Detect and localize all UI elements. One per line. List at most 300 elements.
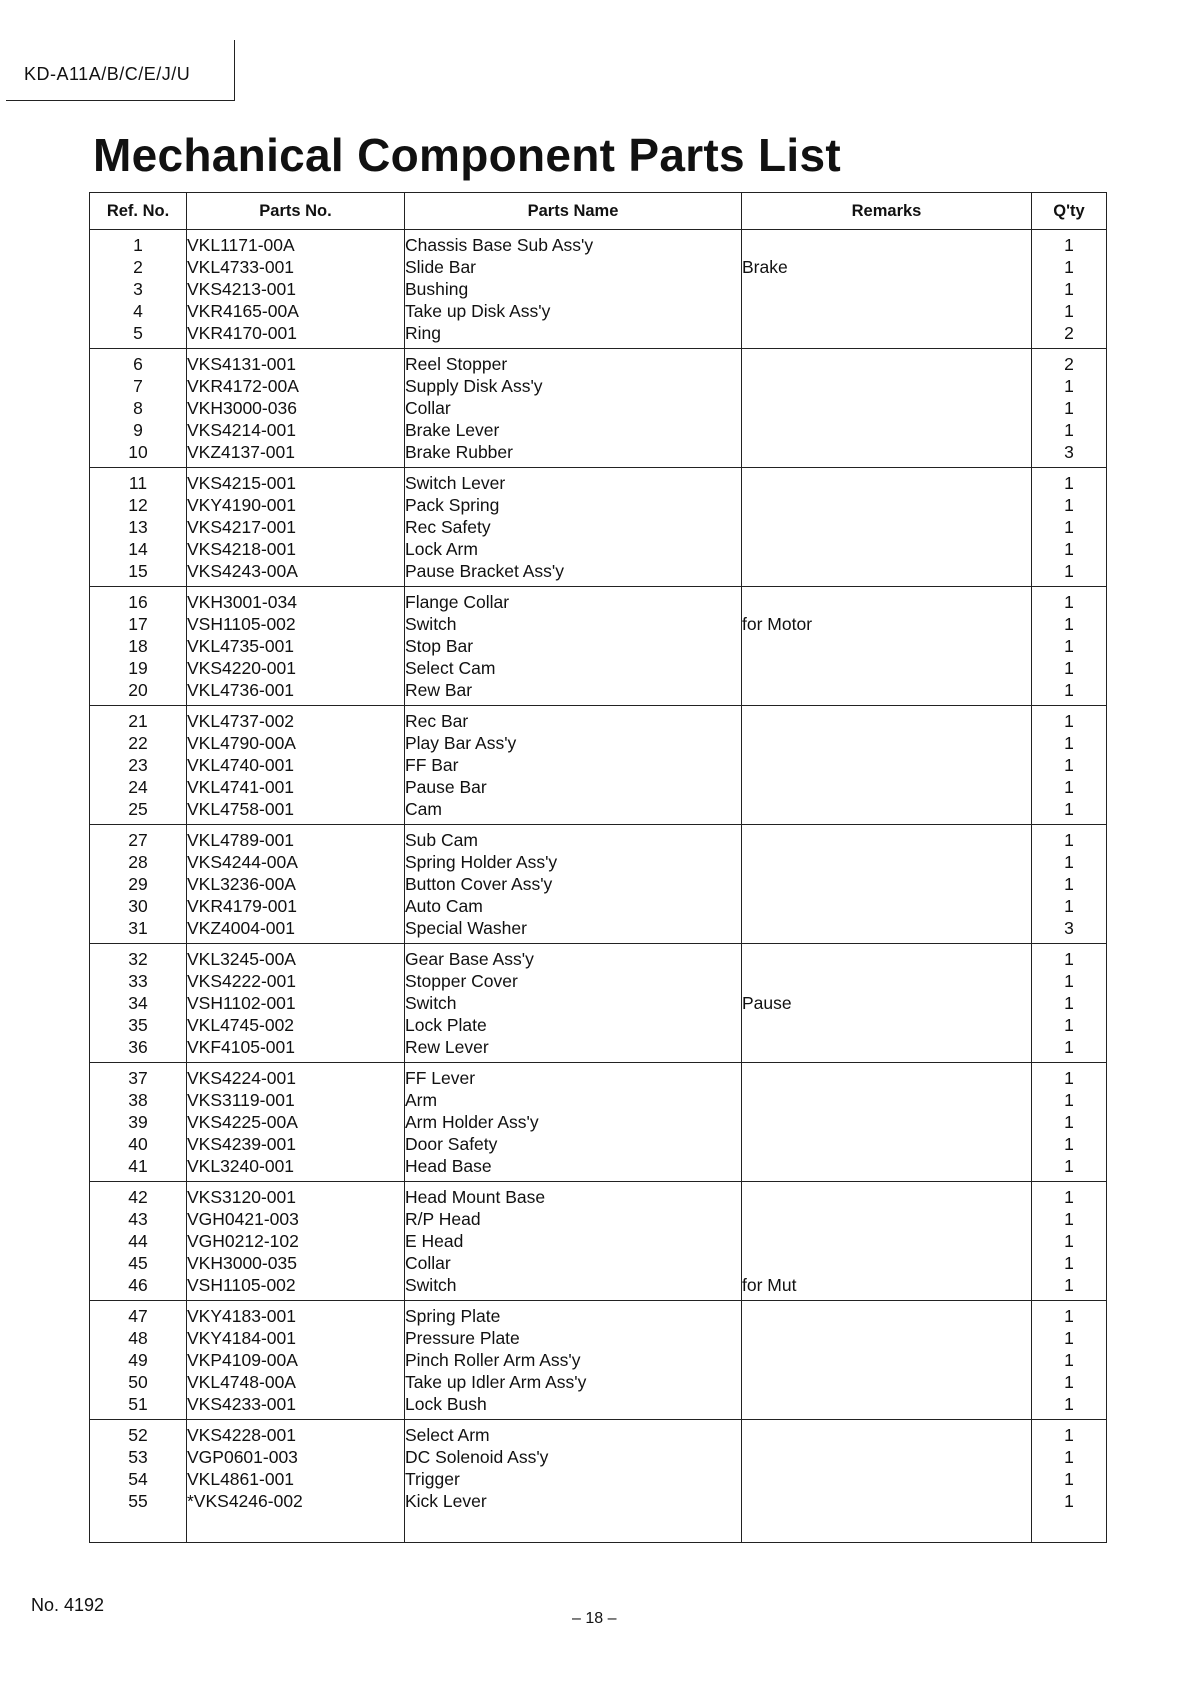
parts-no-cell xyxy=(187,944,405,1063)
remarks-text xyxy=(742,560,1031,582)
parts-no-text: VKR4179-001 xyxy=(187,896,297,916)
parts-name-text: Stopper Cover xyxy=(405,971,518,991)
remarks-text xyxy=(742,494,1031,516)
ref-no-cell xyxy=(90,706,187,825)
remarks-text xyxy=(742,591,1031,613)
parts-name-text: Collar xyxy=(405,1253,451,1273)
parts-name-text: Button Cover Ass'y xyxy=(405,874,553,894)
ref-no-text: 8 xyxy=(133,398,143,418)
parts-no-text: VKS4222-001 xyxy=(187,971,296,991)
parts-name-text: Ring xyxy=(405,323,441,343)
parts-no-text: VKH3000-035 xyxy=(187,1253,297,1273)
ref-no-text: 38 xyxy=(128,1090,148,1110)
ref-no-text: 36 xyxy=(128,1037,148,1057)
qty-text: 1 xyxy=(1064,1328,1074,1348)
table-row xyxy=(90,349,1107,468)
parts-no-cell xyxy=(187,1182,405,1301)
qty-cell xyxy=(1032,706,1107,825)
column-header-parts-name: Parts Name xyxy=(405,193,742,230)
parts-no-text: VGP0601-003 xyxy=(187,1447,298,1467)
remarks-cell xyxy=(742,1182,1032,1301)
parts-name-cell xyxy=(405,706,742,825)
remarks-text xyxy=(742,798,1031,820)
parts-name-text: FF Lever xyxy=(405,1068,476,1088)
ref-no-text: 22 xyxy=(128,733,148,753)
parts-name-text: Kick Lever xyxy=(405,1491,487,1511)
remarks-text xyxy=(742,1208,1031,1230)
parts-no-text: VKS4239-001 xyxy=(187,1134,296,1154)
parts-name-text: Spring Plate xyxy=(405,1306,501,1326)
qty-text: 1 xyxy=(1064,896,1074,916)
qty-text: 1 xyxy=(1064,235,1074,255)
ref-no-text: 40 xyxy=(128,1134,148,1154)
parts-name-text: Head Base xyxy=(405,1156,492,1176)
parts-no-text: VKS4220-001 xyxy=(187,658,296,678)
parts-name-text: E Head xyxy=(405,1231,464,1251)
parts-name-text: Play Bar Ass'y xyxy=(405,733,517,753)
remarks-text xyxy=(742,1393,1031,1415)
parts-no-text: VKZ4137-001 xyxy=(187,442,295,462)
qty-text: 1 xyxy=(1064,1037,1074,1057)
ref-no-text: 29 xyxy=(128,874,148,894)
ref-no-cell xyxy=(90,1182,187,1301)
qty-text: 1 xyxy=(1064,711,1074,731)
qty-text: 1 xyxy=(1064,777,1074,797)
parts-no-cell xyxy=(187,825,405,944)
ref-no-text: 31 xyxy=(128,918,148,938)
parts-name-text: Take up Disk Ass'y xyxy=(405,301,551,321)
ref-no-text: 51 xyxy=(128,1394,148,1414)
ref-no-text: 48 xyxy=(128,1328,148,1348)
column-header-parts-no: Parts No. xyxy=(187,193,405,230)
ref-no-text: 18 xyxy=(128,636,148,656)
remarks-text xyxy=(742,375,1031,397)
parts-name-text: Pack Spring xyxy=(405,495,500,515)
remarks-text xyxy=(742,1111,1031,1133)
parts-name-text: Bushing xyxy=(405,279,469,299)
qty-text: 1 xyxy=(1064,971,1074,991)
remarks-text: Brake xyxy=(742,257,788,277)
parts-name-cell xyxy=(405,1063,742,1182)
document-number: No. 4192 xyxy=(31,1595,105,1615)
qty-text: 2 xyxy=(1064,354,1074,374)
parts-no-cell xyxy=(187,349,405,468)
remarks-text xyxy=(742,895,1031,917)
parts-no-text: VKL4745-002 xyxy=(187,1015,295,1035)
ref-no-text: 13 xyxy=(128,517,148,537)
parts-name-text: Take up Idler Arm Ass'y xyxy=(405,1372,587,1392)
qty-text: 1 xyxy=(1064,257,1074,277)
remarks-text xyxy=(742,1230,1031,1252)
ref-no-text: 11 xyxy=(128,473,148,493)
remarks-text xyxy=(742,1490,1031,1512)
parts-name-text: Rew Bar xyxy=(405,680,473,700)
parts-no-text: VKS4225-00A xyxy=(187,1112,298,1132)
qty-text: 1 xyxy=(1064,1425,1074,1445)
parts-no-text: VKS3120-001 xyxy=(187,1187,296,1207)
remarks-text xyxy=(742,1014,1031,1036)
table-row xyxy=(90,1063,1107,1182)
column-header-ref-no: Ref. No. xyxy=(90,193,187,230)
parts-name-text: Switch Lever xyxy=(405,473,506,493)
parts-no-cell xyxy=(187,1063,405,1182)
ref-no-text: 52 xyxy=(128,1425,148,1445)
parts-name-text: Rew Lever xyxy=(405,1037,489,1057)
parts-name-text: Stop Bar xyxy=(405,636,474,656)
qty-text: 1 xyxy=(1064,1231,1074,1251)
qty-text: 1 xyxy=(1064,874,1074,894)
qty-cell xyxy=(1032,1063,1107,1182)
remarks-text xyxy=(742,732,1031,754)
qty-text: 1 xyxy=(1064,398,1074,418)
qty-text: 1 xyxy=(1064,1350,1074,1370)
qty-text: 1 xyxy=(1064,949,1074,969)
remarks-text xyxy=(742,829,1031,851)
parts-name-text: DC Solenoid Ass'y xyxy=(405,1447,549,1467)
parts-name-cell xyxy=(405,349,742,468)
ref-no-text: 15 xyxy=(128,561,148,581)
qty-text: 1 xyxy=(1064,592,1074,612)
parts-no-text: VKP4109-00A xyxy=(187,1350,298,1370)
remarks-text xyxy=(742,754,1031,776)
table-row xyxy=(90,1420,1107,1543)
parts-name-text: Switch xyxy=(405,614,457,634)
remarks-text xyxy=(742,1446,1031,1468)
remarks-text xyxy=(742,635,1031,657)
remarks-cell xyxy=(742,1063,1032,1182)
parts-no-text: VSH1102-001 xyxy=(187,993,296,1013)
qty-text: 1 xyxy=(1064,755,1074,775)
page-title: Mechanical Component Parts List xyxy=(93,129,841,181)
parts-name-text: Arm xyxy=(405,1090,438,1110)
qty-text: 1 xyxy=(1064,1491,1074,1511)
ref-no-text: 42 xyxy=(128,1187,148,1207)
parts-no-cell xyxy=(187,1301,405,1420)
parts-name-text: Brake Lever xyxy=(405,420,500,440)
ref-no-text: 5 xyxy=(133,323,143,343)
qty-text: 1 xyxy=(1064,1134,1074,1154)
qty-text: 1 xyxy=(1064,733,1074,753)
parts-name-text: Head Mount Base xyxy=(405,1187,546,1207)
parts-no-text: VKL3245-00A xyxy=(187,949,296,969)
parts-name-text: Spring Holder Ass'y xyxy=(405,852,558,872)
remarks-text xyxy=(742,1155,1031,1177)
ref-no-text: 16 xyxy=(128,592,148,612)
remarks-text xyxy=(742,234,1031,256)
qty-text: 1 xyxy=(1064,376,1074,396)
ref-no-cell xyxy=(90,825,187,944)
qty-cell xyxy=(1032,825,1107,944)
parts-no-cell xyxy=(187,468,405,587)
parts-name-text: Trigger xyxy=(405,1469,460,1489)
remarks-text xyxy=(742,1327,1031,1349)
ref-no-text: 45 xyxy=(128,1253,148,1273)
parts-no-text: VKR4165-00A xyxy=(187,301,299,321)
table-header-row xyxy=(90,193,1107,230)
parts-name-text: Collar xyxy=(405,398,451,418)
parts-no-text: VKL3240-001 xyxy=(187,1156,295,1176)
parts-no-text: VKS4244-00A xyxy=(187,852,298,872)
parts-no-text: VKL4748-00A xyxy=(187,1372,296,1392)
ref-no-text: 21 xyxy=(128,711,148,731)
parts-no-text: *VKS4246-002 xyxy=(187,1491,303,1511)
ref-no-text: 14 xyxy=(128,539,148,559)
ref-no-text: 2 xyxy=(133,257,143,277)
ref-no-text: 1 xyxy=(133,235,143,255)
parts-name-text: Select Cam xyxy=(405,658,496,678)
remarks-cell xyxy=(742,944,1032,1063)
parts-no-text: VKL4737-002 xyxy=(187,711,295,731)
parts-name-text: Pause Bar xyxy=(405,777,487,797)
remarks-text xyxy=(742,1067,1031,1089)
parts-no-text: VKS4243-00A xyxy=(187,561,298,581)
ref-no-text: 28 xyxy=(128,852,148,872)
parts-no-text: VKL4789-001 xyxy=(187,830,295,850)
ref-no-text: 27 xyxy=(128,830,148,850)
ref-no-text: 50 xyxy=(128,1372,148,1392)
ref-no-text: 37 xyxy=(128,1068,148,1088)
table-row xyxy=(90,230,1107,349)
parts-name-text: Flange Collar xyxy=(405,592,510,612)
parts-no-text: VKY4184-001 xyxy=(187,1328,296,1348)
ref-no-text: 25 xyxy=(128,799,148,819)
parts-name-text: Sub Cam xyxy=(405,830,478,850)
parts-name-text: Gear Base Ass'y xyxy=(405,949,534,969)
table-row xyxy=(90,825,1107,944)
parts-no-text: VKL4740-001 xyxy=(187,755,295,775)
qty-text: 1 xyxy=(1064,1306,1074,1326)
qty-text: 1 xyxy=(1064,799,1074,819)
qty-text: 1 xyxy=(1064,1372,1074,1392)
qty-text: 1 xyxy=(1064,830,1074,850)
table-row xyxy=(90,706,1107,825)
remarks-text xyxy=(742,516,1031,538)
remarks-cell xyxy=(742,1301,1032,1420)
parts-no-text: VGH0421-003 xyxy=(187,1209,299,1229)
ref-no-text: 44 xyxy=(128,1231,148,1251)
parts-name-cell xyxy=(405,587,742,706)
parts-no-cell xyxy=(187,706,405,825)
parts-name-cell xyxy=(405,1182,742,1301)
ref-no-cell xyxy=(90,468,187,587)
qty-text: 1 xyxy=(1064,301,1074,321)
ref-no-text: 49 xyxy=(128,1350,148,1370)
remarks-text xyxy=(742,1036,1031,1058)
parts-name-text: Cam xyxy=(405,799,442,819)
qty-text: 1 xyxy=(1064,1275,1074,1295)
remarks-text xyxy=(742,1349,1031,1371)
parts-no-text: VKH3000-036 xyxy=(187,398,297,418)
parts-table xyxy=(89,192,1107,1543)
ref-no-text: 47 xyxy=(128,1306,148,1326)
ref-no-text: 32 xyxy=(128,949,148,969)
qty-text: 1 xyxy=(1064,561,1074,581)
parts-no-text: VKL4790-00A xyxy=(187,733,296,753)
parts-no-text: VKF4105-001 xyxy=(187,1037,295,1057)
ref-no-cell xyxy=(90,1420,187,1543)
qty-cell xyxy=(1032,468,1107,587)
ref-no-text: 19 xyxy=(128,658,148,678)
remarks-text: for Mut xyxy=(742,1275,797,1295)
remarks-text: Pause xyxy=(742,993,792,1013)
qty-text: 1 xyxy=(1064,1209,1074,1229)
parts-no-text: VSH1105-002 xyxy=(187,1275,296,1295)
parts-name-text: Chassis Base Sub Ass'y xyxy=(405,235,594,255)
parts-name-text: Pinch Roller Arm Ass'y xyxy=(405,1350,581,1370)
parts-name-cell xyxy=(405,1420,742,1543)
ref-no-text: 20 xyxy=(128,680,148,700)
table-row xyxy=(90,1301,1107,1420)
parts-name-text: Lock Bush xyxy=(405,1394,487,1414)
remarks-text xyxy=(742,1186,1031,1208)
qty-text: 1 xyxy=(1064,658,1074,678)
remarks-text xyxy=(742,917,1031,939)
parts-name-text: Lock Arm xyxy=(405,539,478,559)
parts-no-text: VSH1105-002 xyxy=(187,614,296,634)
remarks-cell xyxy=(742,1420,1032,1543)
parts-no-text: VKL1171-00A xyxy=(187,235,295,255)
parts-no-text: VKS4228-001 xyxy=(187,1425,296,1445)
parts-no-text: VKS4218-001 xyxy=(187,539,296,559)
ref-no-cell xyxy=(90,1063,187,1182)
parts-no-text: VKL4758-001 xyxy=(187,799,295,819)
parts-name-text: Door Safety xyxy=(405,1134,498,1154)
qty-text: 1 xyxy=(1064,614,1074,634)
parts-no-text: VKZ4004-001 xyxy=(187,918,295,938)
ref-no-text: 6 xyxy=(133,354,143,374)
remarks-text xyxy=(742,1089,1031,1111)
remarks-text xyxy=(742,419,1031,441)
parts-name-text: Lock Plate xyxy=(405,1015,487,1035)
parts-no-text: VKS4131-001 xyxy=(187,354,296,374)
parts-name-text: Supply Disk Ass'y xyxy=(405,376,543,396)
remarks-text xyxy=(742,397,1031,419)
parts-no-text: VKS4233-001 xyxy=(187,1394,296,1414)
remarks-text xyxy=(742,948,1031,970)
ref-no-text: 34 xyxy=(128,993,148,1013)
parts-no-text: VKY4190-001 xyxy=(187,495,296,515)
qty-text: 1 xyxy=(1064,1253,1074,1273)
parts-name-cell xyxy=(405,944,742,1063)
parts-no-text: VKL4736-001 xyxy=(187,680,295,700)
remarks-text xyxy=(742,710,1031,732)
qty-text: 1 xyxy=(1064,993,1074,1013)
parts-no-text: VKL4733-001 xyxy=(187,257,295,277)
ref-no-text: 33 xyxy=(128,971,148,991)
remarks-text xyxy=(742,1371,1031,1393)
remarks-cell xyxy=(742,706,1032,825)
ref-no-text: 53 xyxy=(128,1447,148,1467)
parts-name-text: R/P Head xyxy=(405,1209,481,1229)
parts-no-text: VKS4214-001 xyxy=(187,420,296,440)
qty-text: 1 xyxy=(1064,1187,1074,1207)
parts-no-cell xyxy=(187,230,405,349)
qty-text: 1 xyxy=(1064,1394,1074,1414)
qty-text: 2 xyxy=(1064,323,1074,343)
table-row xyxy=(90,944,1107,1063)
qty-text: 1 xyxy=(1064,680,1074,700)
qty-text: 1 xyxy=(1064,1447,1074,1467)
remarks-text xyxy=(742,1133,1031,1155)
parts-name-cell xyxy=(405,230,742,349)
parts-no-text: VKS4224-001 xyxy=(187,1068,296,1088)
parts-name-text: Auto Cam xyxy=(405,896,483,916)
remarks-text xyxy=(742,776,1031,798)
parts-no-text: VKL4741-001 xyxy=(187,777,295,797)
qty-text: 1 xyxy=(1064,1469,1074,1489)
qty-text: 1 xyxy=(1064,495,1074,515)
parts-name-text: Switch xyxy=(405,993,457,1013)
parts-name-cell xyxy=(405,468,742,587)
parts-no-text: VKY4183-001 xyxy=(187,1306,296,1326)
ref-no-text: 7 xyxy=(133,376,143,396)
qty-text: 1 xyxy=(1064,420,1074,440)
ref-no-text: 30 xyxy=(128,896,148,916)
ref-no-text: 12 xyxy=(128,495,148,515)
parts-no-text: VKL3236-00A xyxy=(187,874,296,894)
ref-no-text: 10 xyxy=(128,442,148,462)
remarks-text xyxy=(742,970,1031,992)
parts-name-text: Pause Bracket Ass'y xyxy=(405,561,564,581)
remarks-text xyxy=(742,851,1031,873)
parts-no-text: VKS4213-001 xyxy=(187,279,296,299)
remarks-cell xyxy=(742,349,1032,468)
qty-text: 3 xyxy=(1064,442,1074,462)
remarks-text xyxy=(742,679,1031,701)
qty-text: 1 xyxy=(1064,1112,1074,1132)
qty-text: 1 xyxy=(1064,636,1074,656)
parts-name-text: Brake Rubber xyxy=(405,442,513,462)
table-row xyxy=(90,1182,1107,1301)
ref-no-text: 24 xyxy=(128,777,148,797)
parts-name-text: Rec Safety xyxy=(405,517,491,537)
ref-no-text: 46 xyxy=(128,1275,148,1295)
qty-text: 1 xyxy=(1064,852,1074,872)
qty-cell xyxy=(1032,1420,1107,1543)
remarks-text xyxy=(742,1305,1031,1327)
parts-name-text: Switch xyxy=(405,1275,457,1295)
ref-no-text: 54 xyxy=(128,1469,148,1489)
ref-no-cell xyxy=(90,944,187,1063)
remarks-text: for Motor xyxy=(742,614,813,634)
qty-cell xyxy=(1032,1301,1107,1420)
qty-text: 1 xyxy=(1064,1156,1074,1176)
qty-text: 1 xyxy=(1064,517,1074,537)
parts-no-text: VKL4735-001 xyxy=(187,636,295,656)
ref-no-text: 17 xyxy=(128,614,148,634)
remarks-text xyxy=(742,300,1031,322)
remarks-cell xyxy=(742,825,1032,944)
parts-name-text: Rec Bar xyxy=(405,711,469,731)
parts-name-text: Pressure Plate xyxy=(405,1328,520,1348)
parts-no-text: VGH0212-102 xyxy=(187,1231,299,1251)
ref-no-cell xyxy=(90,587,187,706)
ref-no-text: 3 xyxy=(133,279,143,299)
parts-name-text: Slide Bar xyxy=(405,257,477,277)
column-header-qty: Q'ty xyxy=(1032,193,1107,230)
qty-cell xyxy=(1032,349,1107,468)
ref-no-text: 55 xyxy=(128,1491,148,1511)
qty-cell xyxy=(1032,1182,1107,1301)
remarks-text xyxy=(742,1252,1031,1274)
parts-name-text: Special Washer xyxy=(405,918,527,938)
qty-text: 1 xyxy=(1064,539,1074,559)
qty-cell xyxy=(1032,944,1107,1063)
page-number: – 18 – xyxy=(572,1610,617,1627)
qty-text: 1 xyxy=(1064,1090,1074,1110)
parts-name-text: Arm Holder Ass'y xyxy=(405,1112,539,1132)
remarks-text xyxy=(742,353,1031,375)
